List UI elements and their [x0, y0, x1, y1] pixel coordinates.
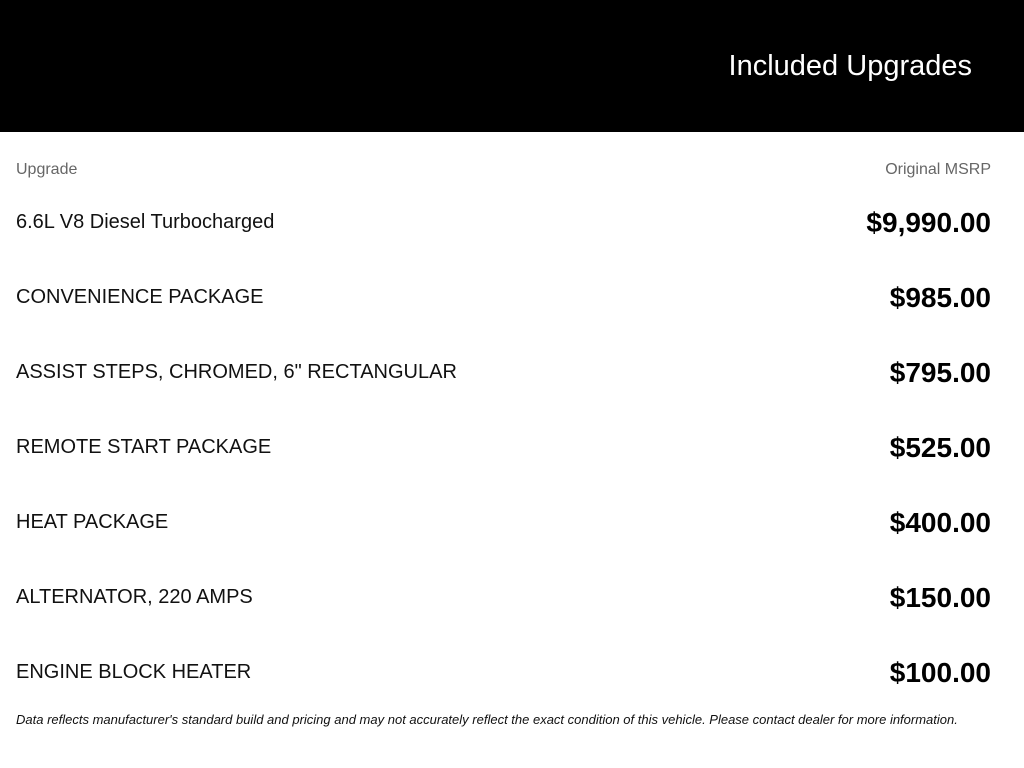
upgrade-name: ASSIST STEPS, CHROMED, 6" RECTANGULAR [16, 361, 457, 383]
table-row [16, 260, 991, 335]
column-header-msrp: Original MSRP [885, 161, 991, 178]
upgrade-price: $795.00 [889, 356, 991, 388]
upgrade-price: $525.00 [889, 431, 991, 463]
upgrade-price: $9,990.00 [866, 206, 991, 238]
disclaimer-text: Data reflects manufacturer's standard build and pricing and may not accurately reflect the exact condition of this vehicle. Please contact dealer for more information. [16, 712, 958, 727]
upgrade-name: ENGINE BLOCK HEATER [16, 661, 252, 683]
table-row [16, 485, 991, 560]
table-row [16, 335, 991, 410]
table-row [16, 560, 991, 635]
table-row [16, 410, 991, 485]
upgrade-name: REMOTE START PACKAGE [16, 436, 272, 458]
header-bar [0, 0, 1024, 132]
upgrade-name: CONVENIENCE PACKAGE [16, 286, 264, 308]
table-column-headers [16, 160, 991, 180]
upgrade-name: 6.6L V8 Diesel Turbocharged [16, 211, 275, 233]
page-title: Included Upgrades [728, 50, 972, 82]
upgrade-price: $400.00 [889, 506, 991, 538]
upgrade-name: HEAT PACKAGE [16, 511, 169, 533]
upgrade-price: $100.00 [889, 656, 991, 688]
table-row [16, 635, 991, 710]
upgrade-price: $985.00 [889, 281, 991, 313]
table-row [16, 185, 991, 260]
upgrades-list [16, 185, 991, 710]
upgrade-name: ALTERNATOR, 220 AMPS [16, 586, 253, 608]
column-header-upgrade: Upgrade [16, 161, 78, 178]
upgrade-price: $150.00 [889, 581, 991, 613]
